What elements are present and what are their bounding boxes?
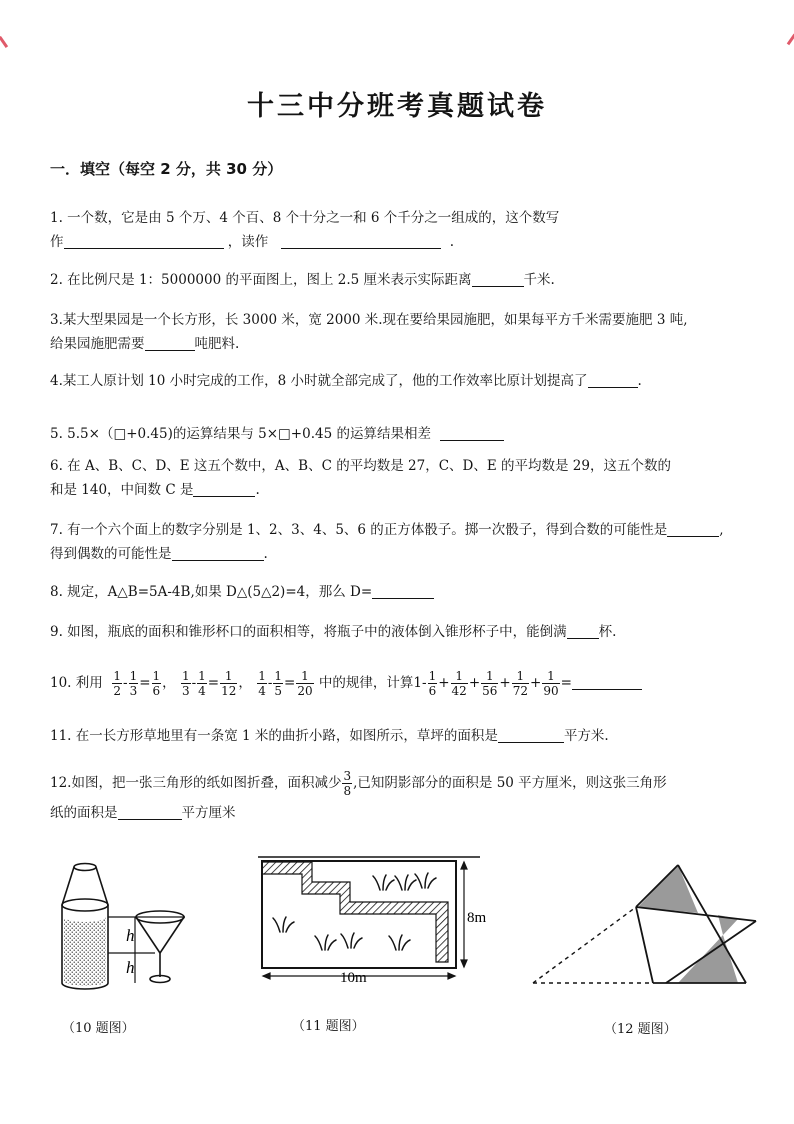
plus-sign: +	[499, 675, 511, 691]
question-9-text-b: 杯.	[598, 624, 617, 640]
question-11-text-a: 11. 在一长方形草地里有一条宽 1 米的曲折小路，如图所示，草坪的面积是	[50, 728, 498, 744]
answer-blank-7a[interactable]	[667, 520, 719, 537]
figure-12-caption: （12 题图）	[604, 1022, 677, 1037]
answer-blank-9[interactable]	[567, 622, 599, 639]
question-9-text-a: 9. 如图，瓶底的面积和锥形杯口的面积相等，将瓶子中的液体倒入锥形杯子中，能倒满	[50, 624, 567, 640]
question-6-line-2	[50, 478, 760, 502]
answer-blank-6[interactable]	[193, 480, 255, 497]
question-6-text-b: .	[255, 482, 260, 498]
question-12	[50, 768, 760, 828]
question-2	[50, 268, 760, 292]
question-7-text-c: 得到偶数的可能性是	[50, 546, 172, 562]
question-1-text-a: 作	[50, 234, 64, 250]
cone-cup-shape	[136, 911, 184, 983]
figure-10-bottle-cone	[55, 855, 195, 1005]
bottle-liquid	[64, 917, 106, 986]
fraction: $\frac{1}{90}$	[543, 669, 559, 698]
question-11-text-b: 平方米.	[563, 728, 609, 744]
plus-sign: +	[438, 675, 450, 691]
equals-sign: =	[139, 675, 151, 691]
question-12-text-a: 12.如图，把一张三角形的纸如图折叠，面积减少	[50, 775, 342, 791]
fraction: $\frac{1}{3}$	[181, 669, 190, 698]
answer-blank-1a[interactable]	[64, 232, 224, 249]
question-1-line-2	[50, 230, 760, 254]
answer-blank-7b[interactable]	[172, 544, 264, 561]
answer-blank-3[interactable]	[145, 334, 195, 351]
question-3-line-2	[50, 332, 760, 356]
height-label-2: h	[126, 958, 135, 977]
fraction: $\frac{1}{6}$	[152, 669, 161, 698]
answer-blank-1b[interactable]	[281, 232, 441, 249]
fraction: $\frac{1}{4}$	[198, 669, 206, 698]
answer-blank-4[interactable]	[588, 371, 638, 388]
question-1	[50, 206, 760, 254]
corner-mark-left	[0, 27, 18, 48]
question-3-text-b: 吨肥料.	[194, 336, 240, 352]
question-12-line-1	[50, 768, 760, 798]
equals-sign: =	[560, 675, 572, 691]
question-4-text-a: 4.某工人原计划 10 小时完成的工作，8 小时就全部完成了，他的工作效率比原计划提高了	[50, 373, 588, 389]
minus-sign: -	[267, 675, 273, 691]
question-6-text-a: 和是 140，中间数 C 是	[50, 482, 194, 498]
answer-blank-2[interactable]	[472, 270, 524, 287]
question-6-line-1: 6. 在 A、B、C、D、E 这五个数中，A、B、C 的平均数是 27，C、D、E 的平均数是 29，这五个数的	[50, 458, 671, 474]
height-label-1: h	[126, 926, 135, 945]
answer-blank-5[interactable]	[440, 424, 504, 441]
question-2-text-a: 2. 在比例尺是 1：5000000 的平面图上，图上 2.5 厘米表示实际距离	[50, 272, 472, 288]
question-2-text-b: 千米.	[523, 272, 555, 288]
answer-blank-10[interactable]	[572, 673, 642, 690]
page-title: 十三中分班考真题试卷	[247, 91, 547, 122]
fraction: $\frac{1}{4}$	[258, 669, 266, 698]
question-4	[50, 369, 760, 393]
question-7-text-d: .	[263, 546, 268, 562]
fraction: $\frac{1}{5}$	[274, 669, 283, 698]
answer-blank-11[interactable]	[498, 726, 564, 743]
question-10	[50, 668, 760, 698]
question-1-text-c: .	[449, 234, 455, 250]
equals-sign: =	[207, 675, 220, 691]
fold-dashed-lines	[533, 907, 653, 983]
question-3-line-1: 3.某大型果园是一个长方形，长 3000 米，宽 2000 米.现在要给果园施肥，如果每平方千米需要施肥 3 吨,	[50, 312, 688, 328]
minus-sign: -	[123, 675, 128, 691]
fraction: $\frac{1}{72}$	[512, 669, 528, 698]
fraction: $\frac{1}{3}$	[129, 669, 138, 698]
fraction: $\frac{1}{20}$	[297, 669, 313, 698]
question-12-text-b: ,已知阴影部分的面积是 50 平方厘米，则这张三角形	[353, 775, 667, 791]
question-7-line-1	[50, 518, 760, 542]
question-3	[50, 308, 760, 356]
fraction: $\frac{1}{6}$	[428, 669, 437, 698]
question-3-text-a: 给果园施肥需要	[50, 336, 145, 352]
plus-sign: +	[468, 675, 481, 691]
question-10-text-b: 中的规律，计算1-	[318, 675, 427, 691]
comma: ，	[238, 675, 252, 691]
plus-sign: +	[530, 675, 542, 691]
fraction: $\frac{1}{12}$	[221, 669, 237, 698]
question-12-line-2	[50, 798, 760, 828]
height-marks	[108, 917, 185, 983]
fraction-three-eighths: $\frac{3}{8}$	[343, 769, 352, 798]
figure-10-caption: （10 题图）	[62, 1021, 135, 1036]
comma: ，	[162, 675, 176, 691]
question-5-text: 5. 5.5×（□+0.45)的运算结果与 5×□+0.45 的运算结果相差	[50, 426, 431, 442]
question-12-text-d: 平方厘米	[181, 805, 236, 821]
question-1-text-b: ，读作	[227, 234, 269, 250]
question-11	[50, 724, 760, 748]
question-12-text-c: 纸的面积是	[50, 805, 118, 821]
question-6	[50, 454, 760, 502]
figure-11-lawn-path	[252, 850, 492, 990]
minus-sign: -	[191, 675, 197, 691]
question-7-text-b: ,	[719, 522, 724, 538]
question-7	[50, 518, 760, 566]
fraction: $\frac{1}{56}$	[482, 669, 498, 698]
section-heading: 一．填空（每空 2 分，共 30 分）	[50, 160, 283, 178]
question-8	[50, 580, 760, 604]
question-7-text-a: 7. 有一个六个面上的数字分别是 1、2、3、4、5、6 的正方体骰子。掷一次骰子，得到合数的可能性是	[50, 522, 668, 538]
figure-12-folded-triangle	[528, 855, 758, 995]
fraction: $\frac{1}{2}$	[113, 669, 121, 698]
answer-blank-12[interactable]	[118, 803, 182, 820]
question-7-line-2	[50, 542, 760, 566]
figure-11-caption: （11 题图）	[292, 1019, 365, 1034]
question-10-text-a: 10. 利用	[50, 675, 103, 691]
question-1-line-1: 1. 一个数，它是由 5 个万、4 个百、8 个十分之一和 6 个千分之一组成的，这个数写	[50, 210, 560, 226]
question-5	[50, 422, 760, 446]
question-9	[50, 620, 760, 644]
width-dimension-label: 10m	[340, 970, 367, 986]
fraction: $\frac{1}{42}$	[451, 669, 467, 698]
question-8-text: 8. 规定，A△B=5A-4B,如果 D△(5△2)=4，那么 D=	[50, 584, 373, 600]
height-dimension-label: 8m	[467, 910, 487, 926]
equals-sign: =	[284, 675, 296, 691]
question-4-text-b: .	[637, 373, 642, 389]
answer-blank-8[interactable]	[372, 582, 434, 599]
corner-mark-right	[777, 27, 794, 45]
